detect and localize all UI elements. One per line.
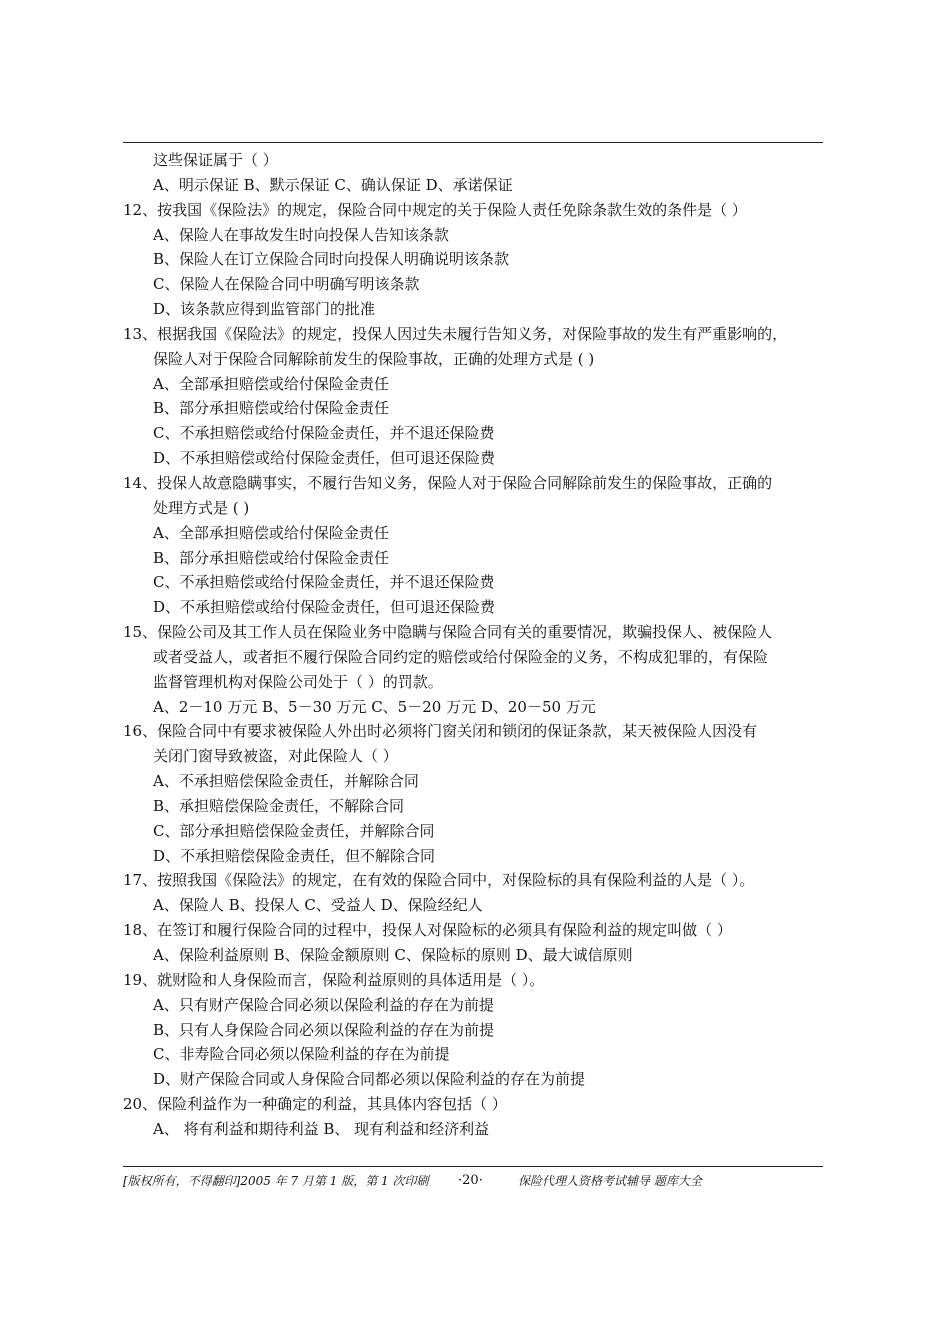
text-line: 监督管理机构对保险公司处于（ ）的罚款。 (153, 672, 443, 691)
text-line: C、不承担赔偿或给付保险金责任，并不退还保险费 (153, 573, 495, 592)
text-line: D、不承担赔偿保险金责任，但不解除合同 (153, 846, 436, 865)
text-line: C、不承担赔偿或给付保险金责任，并不退还保险费 (153, 424, 495, 443)
text-line: 保险人对于保险合同解除前发生的保险事故，正确的处理方式是 ( ) (153, 349, 595, 368)
question-stem: 16、保险合同中有要求被保险人外出时必须将门窗关闭和锁闭的保证条款，某天被保险人因没有 (123, 722, 758, 741)
text-line: D、该条款应得到监管部门的批准 (153, 300, 376, 319)
text-line: A、不承担赔偿保险金责任，并解除合同 (153, 772, 419, 791)
question-stem: 18、在签订和履行保险合同的过程中，投保人对保险标的必须具有保险利益的规定叫做（ ） (123, 921, 732, 940)
text-line: C、非寿险合同必须以保险利益的存在为前提 (153, 1045, 450, 1064)
text-line: A、只有财产保险合同必须以保险利益的存在为前提 (153, 995, 494, 1014)
question-stem: 20、保险利益作为一种确定的利益，其具体内容包括（ ） (123, 1095, 507, 1114)
text-line: C、部分承担赔偿保险金责任，并解除合同 (153, 821, 435, 840)
question-stem: 14、投保人故意隐瞒事实，不履行告知义务，保险人对于保险合同解除前发生的保险事故，正确的 (123, 473, 773, 492)
copyright-note: [版权所有，不得翻印]2005 年 7 月第 1 版，第 1 次印刷 (123, 1174, 429, 1188)
text-line: 这些保证属于（ ） (153, 151, 278, 169)
footer-rule (123, 1166, 823, 1167)
book-title: 保险代理人资格考试辅导 题库大全 (518, 1174, 702, 1188)
text-line: B、部分承担赔偿或给付保险金责任 (153, 399, 390, 418)
text-line: D、不承担赔偿或给付保险金责任，但可退还保险费 (153, 449, 496, 468)
text-line: 关闭门窗导致被盗，对此保险人（ ） (153, 747, 398, 766)
question-stem: 13、根据我国《保险法》的规定，投保人因过失未履行告知义务，对保险事故的发生有严重影响的， (123, 324, 788, 343)
text-line: D、财产保险合同或人身保险合同都必须以保险利益的存在为前提 (153, 1070, 586, 1089)
text-line: B、部分承担赔偿或给付保险金责任 (153, 548, 390, 567)
question-stem: 17、按照我国《保险法》的规定，在有效的保险合同中，对保险标的具有保险利益的人是（ ）。 (123, 871, 755, 890)
text-line: 处理方式是 ( ) (153, 498, 250, 517)
text-line: A、保险人 B、投保人 C、受益人 D、保险经纪人 (153, 896, 483, 915)
text-line: A、保险利益原则 B、保险金额原则 C、保险标的原则 D、最大诚信原则 (153, 946, 633, 964)
text-line: A、明示保证 B、默示保证 C、确认保证 D、承诺保证 (153, 175, 513, 194)
text-line: B、保险人在订立保险合同时向投保人明确说明该条款 (153, 250, 510, 269)
question-stem: 15、保险公司及其工作人员在保险业务中隐瞒与保险合同有关的重要情况，欺骗投保人、被保险人 (123, 623, 773, 642)
text-line: A、全部承担赔偿或给付保险金责任 (153, 523, 389, 542)
question-body (123, 148, 828, 1142)
text-line: A、 将有利益和期待利益 B、 现有利益和经济利益 (153, 1119, 490, 1138)
text-line: B、承担赔偿保险金责任，不解除合同 (153, 796, 405, 815)
text-line: A、2－10 万元 B、5－30 万元 C、5－20 万元 D、20－50 万元 (153, 697, 596, 716)
text-line: C、保险人在保险合同中明确写明该条款 (153, 275, 420, 294)
page-number: ·20· (458, 1173, 483, 1188)
question-stem: 19、就财险和人身保险而言，保险利益原则的具体适用是（ ）。 (123, 970, 545, 989)
text-line: D、不承担赔偿或给付保险金责任，但可退还保险费 (153, 598, 496, 617)
header-rule (123, 142, 823, 143)
text-line: B、只有人身保险合同必须以保险利益的存在为前提 (153, 1020, 495, 1039)
text-line: 或者受益人，或者拒不履行保险合同约定的赔偿或给付保险金的义务，不构成犯罪的，有保险 (153, 647, 769, 666)
text-line: A、保险人在事故发生时向投保人告知该条款 (153, 225, 449, 244)
text-line: A、全部承担赔偿或给付保险金责任 (153, 374, 389, 393)
page-footer (123, 1170, 823, 1192)
question-stem: 12、按我国《保险法》的规定，保险合同中规定的关于保险人责任免除条款生效的条件是（ ） (123, 200, 747, 219)
